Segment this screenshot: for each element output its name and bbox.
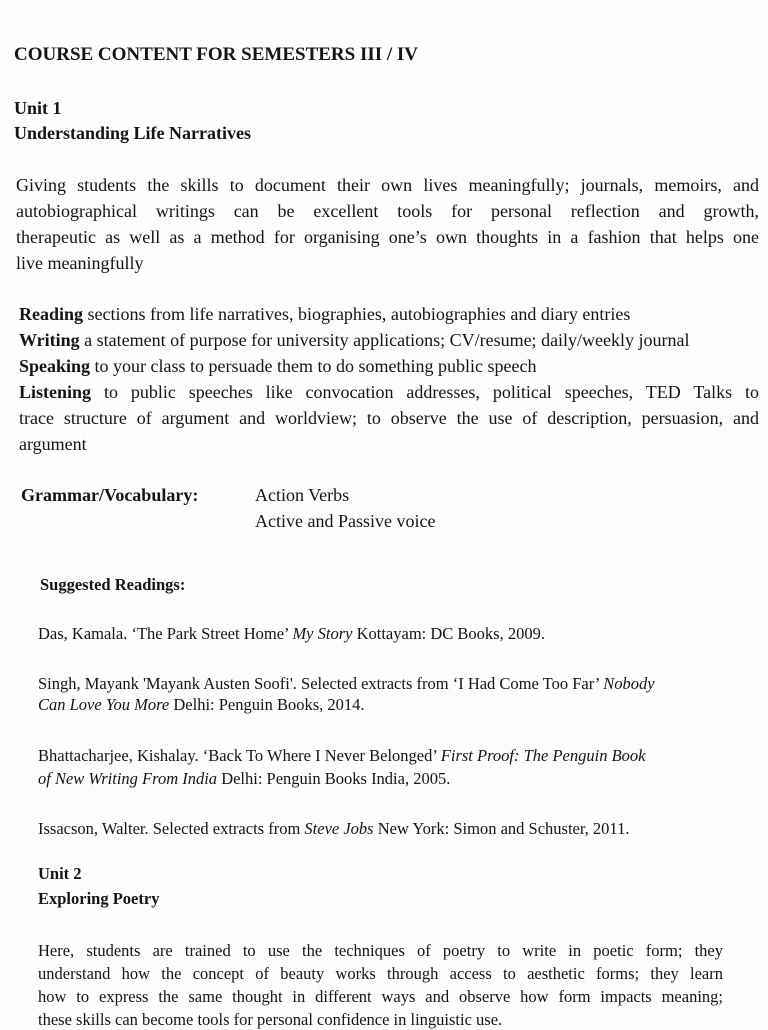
- unit1-intro-line-4: live meaningfully: [16, 253, 144, 273]
- reading-2-title-cont: Can Love You More: [38, 695, 170, 714]
- reading-entry-2-line-1: [38, 674, 655, 694]
- skill-listening: [19, 382, 759, 403]
- unit2-label: Unit 2: [38, 864, 82, 883]
- skill-reading-label: Reading: [19, 304, 84, 324]
- reading-4-title: Steve Jobs: [304, 819, 374, 838]
- skill-writing: [19, 330, 690, 351]
- grammar-item: Action Verbs: [255, 485, 350, 505]
- page-title: COURSE CONTENT FOR SEMESTERS III / IV: [14, 44, 419, 65]
- reading-3-publisher: Delhi: Penguin Books India, 2005.: [217, 769, 451, 788]
- reading-3-title-cont: of New Writing From India: [38, 769, 218, 788]
- skill-listening-line-2: trace structure of argument and worldview; to observe the use of description, persuasion, and: [19, 408, 759, 428]
- skill-reading: [19, 304, 630, 325]
- reading-3-author: Bhattacharjee, Kishalay. ‘Back To Where I Never Belonged’: [38, 746, 441, 765]
- reading-4-author: Issacson, Walter. Selected extracts from: [38, 819, 305, 838]
- grammar-label: Grammar/Vocabulary:: [21, 485, 199, 505]
- reading-2-title: Nobody: [603, 674, 655, 693]
- skill-writing-label: Writing: [19, 330, 80, 350]
- reading-1-title: My Story: [292, 624, 353, 643]
- skill-speaking-label: Speaking: [19, 356, 91, 376]
- reading-entry-4: [38, 819, 629, 839]
- reading-3-title: First Proof: The Penguin Book: [440, 746, 646, 765]
- suggested-readings-heading: Suggested Readings:: [40, 575, 186, 594]
- reading-1-author: Das, Kamala. ‘The Park Street Home’: [38, 624, 293, 643]
- unit2-intro-line-3: how to express the same thought in different ways and observe how form impacts meaning;: [38, 987, 723, 1006]
- unit1-intro-line-2: autobiographical writings can be excellent tools for personal reflection and growth,: [16, 201, 759, 221]
- skill-listening-label: Listening: [19, 382, 92, 402]
- reading-entry-2-line-2: [38, 695, 365, 715]
- skill-speaking-text: to your class to persuade them to do something public speech: [90, 356, 537, 376]
- reading-2-author: Singh, Mayank 'Mayank Austen Soofi'. Selected extracts from ‘I Had Come Too Far’: [38, 674, 604, 693]
- unit1-label: Unit 1: [14, 98, 62, 118]
- unit1-intro-line-1: Giving students the skills to document their own lives meaningfully; journals, memoirs, and: [16, 175, 759, 195]
- unit1-title: Understanding Life Narratives: [14, 123, 251, 143]
- skill-reading-text: sections from life narratives, biographies, autobiographies and diary entries: [83, 304, 631, 324]
- skill-listening-line-3: argument: [19, 434, 87, 454]
- reading-entry-3-line-1: [38, 746, 645, 766]
- skill-writing-text: a statement of purpose for university applications; CV/resume; daily/weekly journal: [79, 330, 690, 350]
- reading-entry-3-line-2: [38, 769, 450, 789]
- reading-4-publisher: New York: Simon and Schuster, 2011.: [373, 819, 630, 838]
- grammar-item: Active and Passive voice: [255, 511, 436, 531]
- skill-listening-text-1: to public speeches like convocation addresses, political speeches, TED Talks to: [91, 382, 759, 402]
- unit2-intro-line-4: these skills can become tools for personal confidence in linguistic use.: [38, 1010, 503, 1029]
- unit2-intro-line-2: understand how the concept of beauty works through access to aesthetic forms; they learn: [38, 964, 723, 983]
- unit1-intro-line-3: therapeutic as well as a method for organising one’s own thoughts in a fashion that helps one: [16, 227, 759, 247]
- reading-entry-1: [38, 624, 545, 644]
- reading-1-publisher: Kottayam: DC Books, 2009.: [352, 624, 545, 643]
- skill-speaking: [19, 356, 536, 377]
- reading-2-publisher: Delhi: Penguin Books, 2014.: [169, 695, 365, 714]
- unit2-title: Exploring Poetry: [38, 889, 160, 908]
- unit2-intro-line-1: Here, students are trained to use the techniques of poetry to write in poetic form; they: [38, 941, 723, 960]
